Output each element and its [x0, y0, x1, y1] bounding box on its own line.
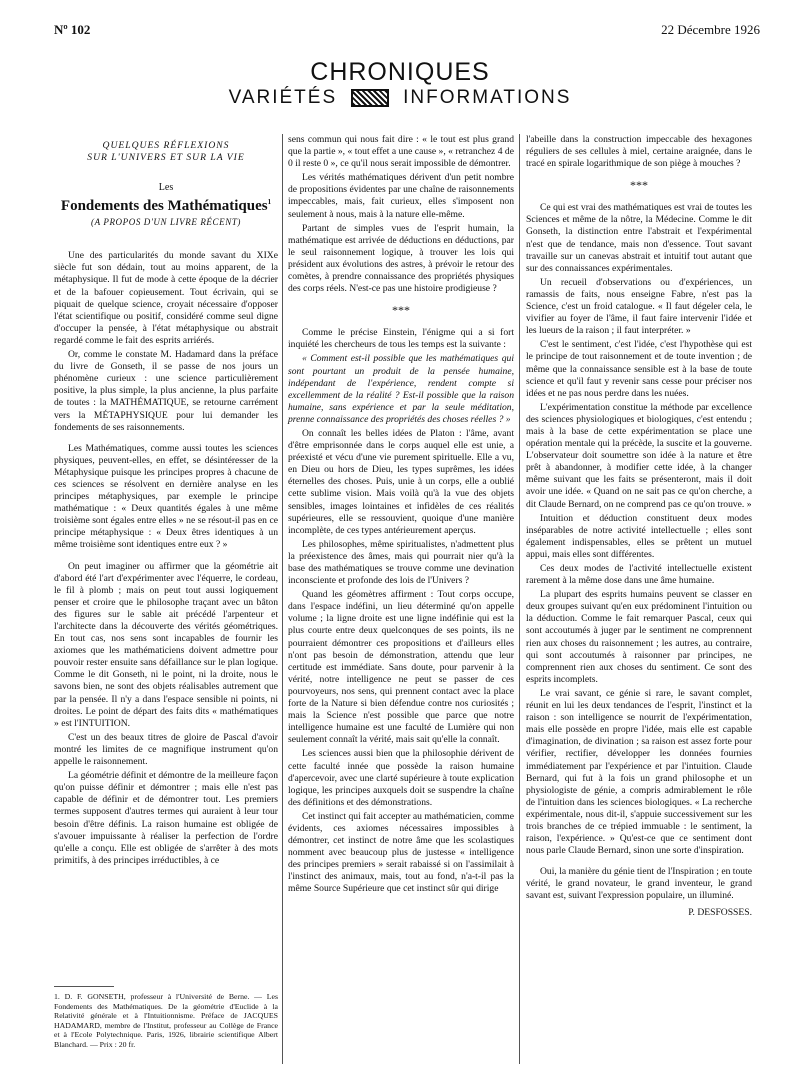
column-divider	[519, 134, 520, 1064]
column-2	[288, 134, 514, 898]
paragraph: Une des particularités du monde savant du XIXe siècle fut son dédain, tout au moins apparent, de la métaphysique. Il fut de mode à cette époque de la décrier et de la bafouer copieusement. Tout écrivain, qui se piquait de quelque science, croyait nécessaire d'opposer l'état scientifique ou positif, considéré comme seul digne d'occuper la pensée, à l'état métaphysique ou abstrait regardé comme le fait des esprits arriérés.	[54, 250, 278, 346]
masthead-right: INFORMATIONS	[403, 87, 572, 108]
paragraph: Les philosophes, même spiritualistes, n'admettent plus la préexistence des âmes, mais qui pourrait nier qu'à la base des mathématiques se trouve comme une devination inconsciente et profonde des lois de l'Univers ?	[288, 538, 514, 587]
footnote-marker: 1	[267, 198, 272, 207]
paragraph: Ces deux modes de l'activité intellectuelle existent rarement à la même dose dans une âme humaine.	[526, 563, 752, 587]
paragraph: La géométrie définit et démontre de la meilleure façon qu'on puisse définir et démontrer ; mais elle n'est pas capable de définir et de démontrer tout. Les premiers termes supposent d'autres termes qui auraient à leur tour besoin d'être définis. La raison humaine est obligée de s'avouer impuissante à réaliser la perfection de l'ordre qu'elle a conçu. Elle est obligée de s'arrêter à des mots primitifs, à des principes irréductibles, à ce	[54, 770, 278, 866]
paragraph: Un recueil d'observations ou d'expériences, un ramassis de faits, nous enseigne Fabre, n'est pas la Science, c'est un froid catalogue. « Il faut dégeler cela, le vivifier au foyer de l'âme, il faut faire intervenir l'idée et les lueurs de la raison ; il faut interpréter. »	[526, 276, 752, 337]
masthead	[0, 58, 800, 110]
issue-number: Nº 102	[54, 22, 91, 37]
signature: P. DESFOSSES.	[688, 906, 752, 918]
masthead-title: CHRONIQUES	[310, 58, 490, 86]
paragraph: l'abeille dans la construction impeccable des hexagones réguliers de ses cellules à miel, certaine araignée, dans le tracé en spirale logarithmique de son piège à mouches ?	[526, 134, 752, 170]
ornament-icon	[351, 89, 389, 107]
paragraph: sens commun qui nous fait dire : « le tout est plus grand que la partie », « tout effet a une cause », « retranchez 4 de 0 il reste 0 », ce qu'il nous serait impossible de démontrer.	[288, 134, 514, 170]
footnote-rule	[54, 986, 114, 987]
masthead-left: VARIÉTÉS	[228, 87, 338, 108]
paragraph: La plupart des esprits humains peuvent se classer en deux groupes suivant qu'en eux prédominent l'intuition ou la déduction. Comme le fait remarquer Pascal, ceux qui sont accoutumés à juger par le sentiment ne comprennent rien aux choses du raisonnement ; les autres, au contraire, qui sont accoutumés à raisonner par principes, ne comprennent rien aux choses du sentiment. Ce sont des esprits incomplets.	[526, 589, 752, 685]
paragraph: Les sciences aussi bien que la philosophie dérivent de cette faculté innée que possède la raison humaine d'apercevoir, avec une clarté supérieure à toute explication logique, les principes auxquels doit se suspendre la chaîne des définitions et des démonstrations.	[288, 748, 514, 808]
paragraph: Quand les géomètres affirment : Tout corps occupe, dans l'espace indéfini, un lieu déterminé qu'on appelle volume ; la ligne droite est une ligne indéfinie qui est la plus courte entre deux quelconques de ses points, ils ne pourraient démontrer ces propositions et d'ailleurs elles n'ont pas besoin de démonstration, attendu que leur certitude est immédiate. Sans doute, pour parvenir à la vérité, notre intelligence ne peut se passer de ces pourvoyeurs, nos sens, qui prennent contact avec la place forte de la Nature si bien défendue contre nos curiosités ; mais la Science n'est possible que parce que notre intelligence humaine est une faculté de Lumière qui non seulement connaît la vérité, mais sait qu'elle la connaît.	[288, 589, 514, 746]
paragraph: Le vrai savant, ce génie si rare, le savant complet, réunit en lui les deux tendances de l'esprit, l'instinct et la raison : son intelligence se nourrit de l'expérimentation, mais elle possède en propre l'idée, mais elle est capable d'imagination, de divination ; sa raison est assez forte pour vérifier, rectifier, développer les données fournies immédiatement par l'expérience et par l'intuition. Claude Bernard, qui fut à la fois un grand philosophe et un physiologiste de génie, a compris admirablement le rôle de l'intuition dans les sciences biologiques. « La recherche expérimentale, nous dit-il, s'appuie successivement sur les trois branches de ce trépied immuable : le sentiment, la raison, l'expérience. » Qu'est-ce que ce sentiment dont nous parle Claude Bernard, sinon une sorte d'inspiration.	[526, 687, 752, 857]
paragraph: Oui, la manière du génie tient de l'Inspiration ; en toute vérité, le grand novateur, le grand inventeur, le grand savant est, suivant l'expression populaire, un illuminé.	[526, 866, 752, 902]
paragraph: On peut imaginer ou affirmer que la géométrie ait d'abord été l'art d'expérimenter avec l'équerre, le cordeau, le fil à plomb ; mais on peut tout aussi logiquement penser et croire que le philosophe traçant avec un bâton des figures sur le sable ait précédé l'arpenteur et l'architecte dans la découverte des vérités géométriques. En tout cas, nos sens sont incapables de fournir les axiomes que les mathématiciens doivent admettre pour pouvoir rester ensuite sans défaillance sur le plan logique. Comme le dit Gonseth, ni le point, ni la droite, nous le savons bien, ne sont des objets réalisables autrement que par la pensée. Il n'y a dans l'espace sensible ni points, ni droites. Le point de départ des faits dits « mathématiques » est l'INTUITION.	[54, 560, 278, 729]
paragraph: Ce qui est vrai des mathématiques est vrai de toutes les Sciences et même de la nôtre, la Médecine. Comme le dit Gonseth, la distinction entre l'abstrait et l'expérimental n'est que de tendance, mais non d'essence. Tout savant travaille sur un canevas abstrait et intuitif tout autant que sur des connaissances expérimentales.	[526, 202, 752, 274]
article-kicker: Les	[158, 182, 174, 193]
paragraph: L'expérimentation constitue la méthode par excellence des sciences physiologiques et biologiques, c'est entendu ; mais à la base de cette expérimentation se place une opération mentale qui la précède, la suscite et la gouverne. L'observateur doit soumettre son idée à la nature et être prêt à abandonner, à modifier cette idée, à la changer même suivant que les faits se présenteront, mais il doit avoir une idée. « Quand on ne sait pas ce qu'on cherche, a dit Claude Bernard, on ne comprend pas ce qu'on trouve. »	[526, 401, 752, 510]
article-about: (A PROPOS D'UN LIVRE RÉCENT)	[90, 217, 242, 228]
einstein-quote: « Comment est-il possible que les mathématiques qui sont pourtant un produit de la pensée humaine, indépendant de l'expérience, rendent compte si excellemment de la réalité ? Est-il possible que la raison humaine, sans expérience et par la seule méditation, prenne connaissance des propriétés des choses réelles ? »	[288, 353, 514, 425]
section-separator: ***	[630, 178, 648, 193]
column-divider	[282, 134, 283, 1064]
masthead-subtitle	[0, 86, 800, 110]
paragraph: Or, comme le constate M. Hadamard dans la préface du livre de Gonseth, il se passe de nos jours un phénomène curieux : une science particulièrement positive, la plus simple, la plus ancienne, la plus parfaite de toutes : la MATHÉMATIQUE, se retourne carrément vers la MÉTAPHYSIQUE pour lui demander les fondements de ses raisonnements.	[54, 349, 278, 433]
paragraph: Cet instinct qui fait accepter au mathématicien, comme évidents, ces axiomes nécessaires impossibles à démontrer, cet instinct de notre âme que les scolastiques nomment avec beaucoup plus de justesse « intelligence des principes premiers » serait rabaissé si on l'assimilait à l'instinct des animaux, mais, tout au fond, n'a-t-il pas la même Source Supérieure que cet instinct sûr qui dirige	[288, 810, 514, 895]
issue-date: 22 Décembre 1926	[661, 22, 760, 37]
article-subtitle	[54, 140, 278, 164]
subtitle-line: SUR L'UNIVERS ET SUR LA VIE	[87, 152, 245, 163]
article-title	[54, 196, 278, 215]
paragraph: Les vérités mathématiques dérivent d'un petit nombre de propositions évidentes par une chaîne de raisonnements impeccables, mais, fait curieux, elles s'imposent non seulement à nous, mais à la nature elle-même.	[288, 172, 514, 220]
title-text: Fondements des Mathématiques	[60, 198, 268, 215]
paragraph: C'est un des beaux titres de gloire de Pascal d'avoir montré les limites de ce magnifique instrument qu'on appelle le raisonnement.	[54, 731, 278, 768]
section-separator: ***	[392, 303, 410, 318]
paragraph: On connaît les belles idées de Platon : l'âme, avant d'être emprisonnée dans le corps auquel elle est unie, a préexisté et vécu d'une vie purement spirituelle. Elle a vu, en Dieu ou hors de Dieu, les types suprêmes, les idées éternelles des choses. Puis, unie à un corps, elle a oublié cette sublime vision. Mais voilà qu'à la vue des objets sensibles, images lointaines et infidèles de ces réalités supérieures, elle se ressouvient, quoique d'une manière incomplète, de ces types antérieurement aperçus.	[288, 427, 514, 536]
page-header	[54, 22, 760, 40]
paragraph: Intuition et déduction constituent deux modes inséparables de notre activité intellectuelle ; elles sont également indispensables, elles se prêtent un mutuel appui, mais elles sont différentes.	[526, 512, 752, 560]
paragraph: Comme le précise Einstein, l'énigme qui a si fort inquiété les chercheurs de tous les temps est la suivante :	[288, 327, 514, 351]
paragraph: C'est le sentiment, c'est l'idée, c'est l'hypothèse qui est le principe de tout raisonnement et de toute invention ; de même que la connaissance sensible est à la base de toute science et qu'il faut y revenir sans cesse pour préciser nos idées et ne pas nous perdre dans les nuées.	[526, 339, 752, 399]
paragraph: Les Mathématiques, comme aussi toutes les sciences physiques, peuvent-elles, en effet, se désintéresser de la Métaphysique puisque les principes propres à chacune de ces sciences se résolvent en dernière analyse en les principes métaphysiques, par exemple le principe mathématique : « Deux quantités égales à une même troisième sont égales entre elles » ne se résout-il pas en ce principe métaphysique : « Deux êtres identiques à un même troisième sont identiques entre eux ? »	[54, 442, 278, 551]
paragraph: Partant de simples vues de l'esprit humain, la mathématique est arrivée de déductions en déductions, par le seul raisonnement logique, à trouver les lois qui président aux évolutions des astres, à prévoir le retour des comètes, à prendre connaissance des propriétés physiques des corps réels. N'est-ce pas une histoire prodigieuse ?	[288, 222, 514, 295]
subtitle-line: QUELQUES RÉFLEXIONS	[102, 140, 230, 151]
column-3	[526, 134, 752, 919]
footnote: 1. D. F. GONSETH, professeur à l'Université de Berne. — Les Fondements des Mathématiques. De la géométrie d'Euclide à la Relativité générale et à l'Intuitionnisme. Préface de JACQUES HADAMARD, membre de l'Institut, professeur au Collège de France et à l'Ecole Polytechnique. Paris, 1926, librairie scientifique Albert Blanchard. — Prix : 20 fr.	[54, 992, 278, 1049]
column-1	[54, 134, 278, 869]
